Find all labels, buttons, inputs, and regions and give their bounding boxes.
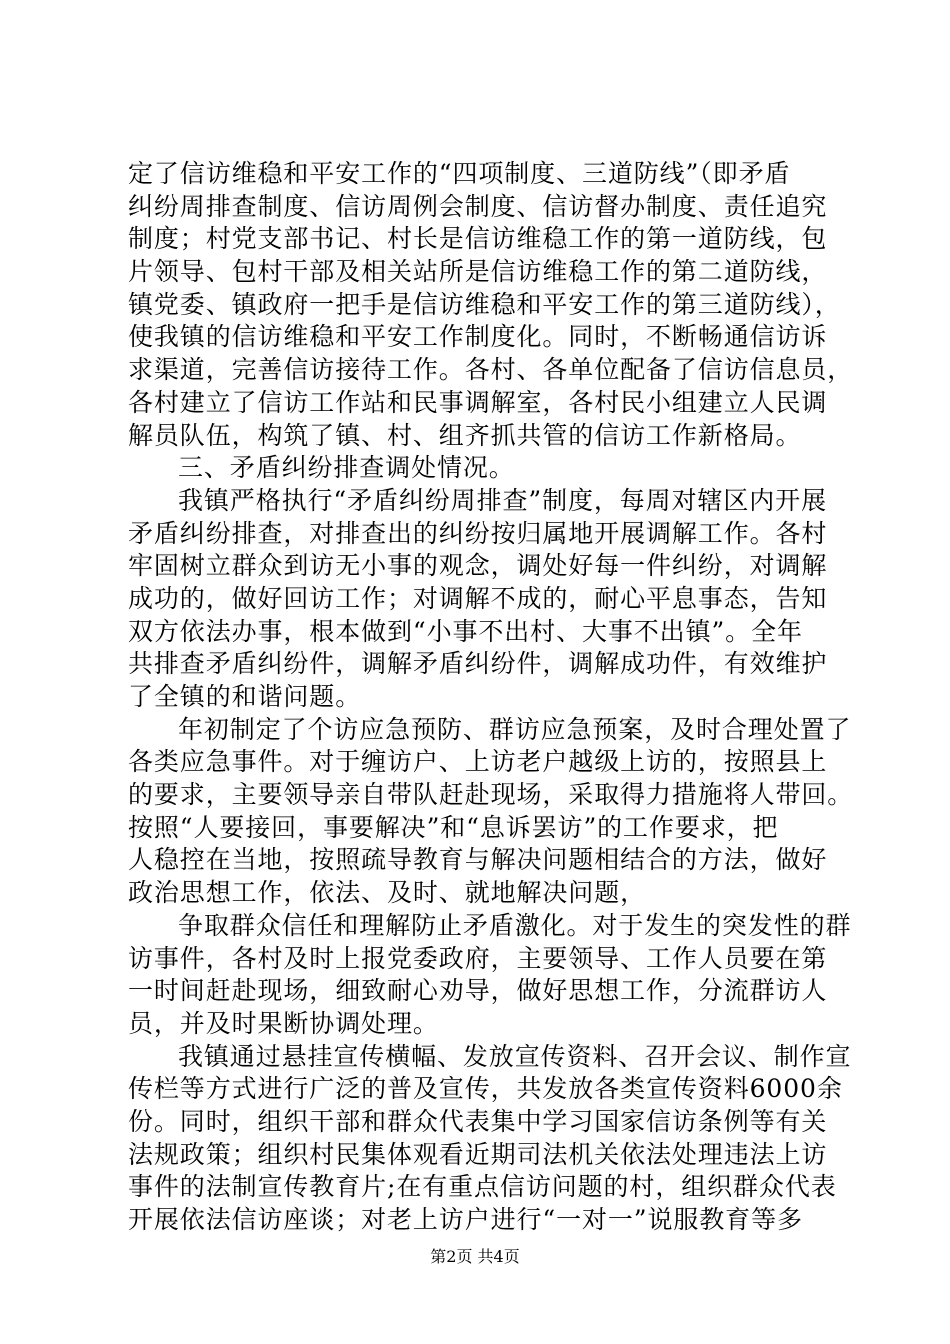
text-line: 镇党委、镇政府一把手是信访维稳和平安工作的第三道防线）， xyxy=(128,289,841,319)
text-line: 各类应急事件。对于缠访户、上访老户越级上访的，按照县上 xyxy=(128,747,828,777)
paragraph-6 xyxy=(128,1041,852,1237)
paragraph-5 xyxy=(128,910,852,1041)
text-line: 共排查矛盾纠纷件，调解矛盾纠纷件，调解成功件，有效维护 xyxy=(128,649,828,679)
text-line: 访事件，各村及时上报党委政府，主要领导、工作人员要在第 xyxy=(128,943,828,973)
text-line: 份。同时，组织干部和群众代表集中学习国家信访条例等有关 xyxy=(128,1106,828,1136)
text-line: 成功的，做好回访工作；对调解不成的，耐心平息事态，告知 xyxy=(128,583,828,613)
text-line: 使我镇的信访维稳和平安工作制度化。同时，不断畅通信访诉 xyxy=(128,322,828,352)
text-line: 的要求，主要领导亲自带队赶赴现场，采取得力措施将人带回。 xyxy=(128,780,854,810)
text-line: 求渠道，完善信访接待工作。各村、各单位配备了信访信息员， xyxy=(128,355,854,385)
text-line: 矛盾纠纷排查，对排查出的纠纷按归属地开展调解工作。各村 xyxy=(128,518,828,548)
text-line: 法规政策；组织村民集体观看近期司法机关依法处理违法上访 xyxy=(128,1139,828,1169)
paragraph-1 xyxy=(128,158,854,452)
text-line: 双方依法办事，根本做到“小事不出村、大事不出镇”。全年 xyxy=(128,616,803,646)
page-number-footer: 第2页 共4页 xyxy=(430,1247,520,1266)
text-line: 政治思想工作，依法、及时、就地解决问题， xyxy=(128,878,647,908)
text-line: 片领导、包村干部及相关站所是信访维稳工作的第二道防线， xyxy=(128,257,828,287)
text-line: 一时间赶赴现场，细致耐心劝导，做好思想工作，分流群访人 xyxy=(128,976,828,1006)
paragraph-4 xyxy=(128,714,854,910)
text-line: 员，并及时果断协调处理。 xyxy=(128,1008,439,1038)
text-line: 定了信访维稳和平安工作的“四项制度、三道防线”（即矛盾 xyxy=(128,159,791,188)
text-line: 三、矛盾纠纷排查调处情况。 xyxy=(178,453,515,483)
text-line: 牢固树立群众到访无小事的观念，调处好每一件纠纷，对调解 xyxy=(128,551,828,581)
text-line: 解员队伍，构筑了镇、村、组齐抓共管的信访工作新格局。 xyxy=(128,420,802,450)
text-line: 年初制定了个访应急预防、群访应急预案，及时合理处置了 xyxy=(178,714,852,744)
text-line: 纠纷周排查制度、信访周例会制度、信访督办制度、责任追究 xyxy=(128,191,828,221)
text-line: 我镇严格执行“矛盾纠纷周排查”制度，每周对辖区内开展 xyxy=(178,485,827,515)
text-line: 我镇通过悬挂宣传横幅、发放宣传资料、召开会议、制作宣 xyxy=(178,1041,852,1071)
text-line: 制度；村党支部书记、村长是信访维稳工作的第一道防线，包 xyxy=(128,224,828,254)
paragraph-3 xyxy=(128,485,828,714)
text-line: 人稳控在当地，按照疏导教育与解决问题相结合的方法，做好 xyxy=(128,845,828,875)
text-line: 事件的法制宣传教育片;在有重点信访问题的村，组织群众代表 xyxy=(128,1172,837,1202)
text-line: 按照“人要接回，事要解决”和“息诉罢访”的工作要求，把 xyxy=(128,812,779,842)
section-heading xyxy=(128,452,828,485)
text-line: 争取群众信任和理解防止矛盾激化。对于发生的突发性的群 xyxy=(178,910,852,940)
text-line: 各村建立了信访工作站和民事调解室，各村民小组建立人民调 xyxy=(128,387,828,417)
text-line: 了全镇的和谐问题。 xyxy=(128,682,362,711)
text-line: 传栏等方式进行广泛的普及宣传，共发放各类宣传资料6000余 xyxy=(128,1074,843,1104)
text-line: 开展依法信访座谈；对老上访户进行“一对一”说服教育等多 xyxy=(128,1205,803,1234)
document-body xyxy=(128,158,854,1237)
